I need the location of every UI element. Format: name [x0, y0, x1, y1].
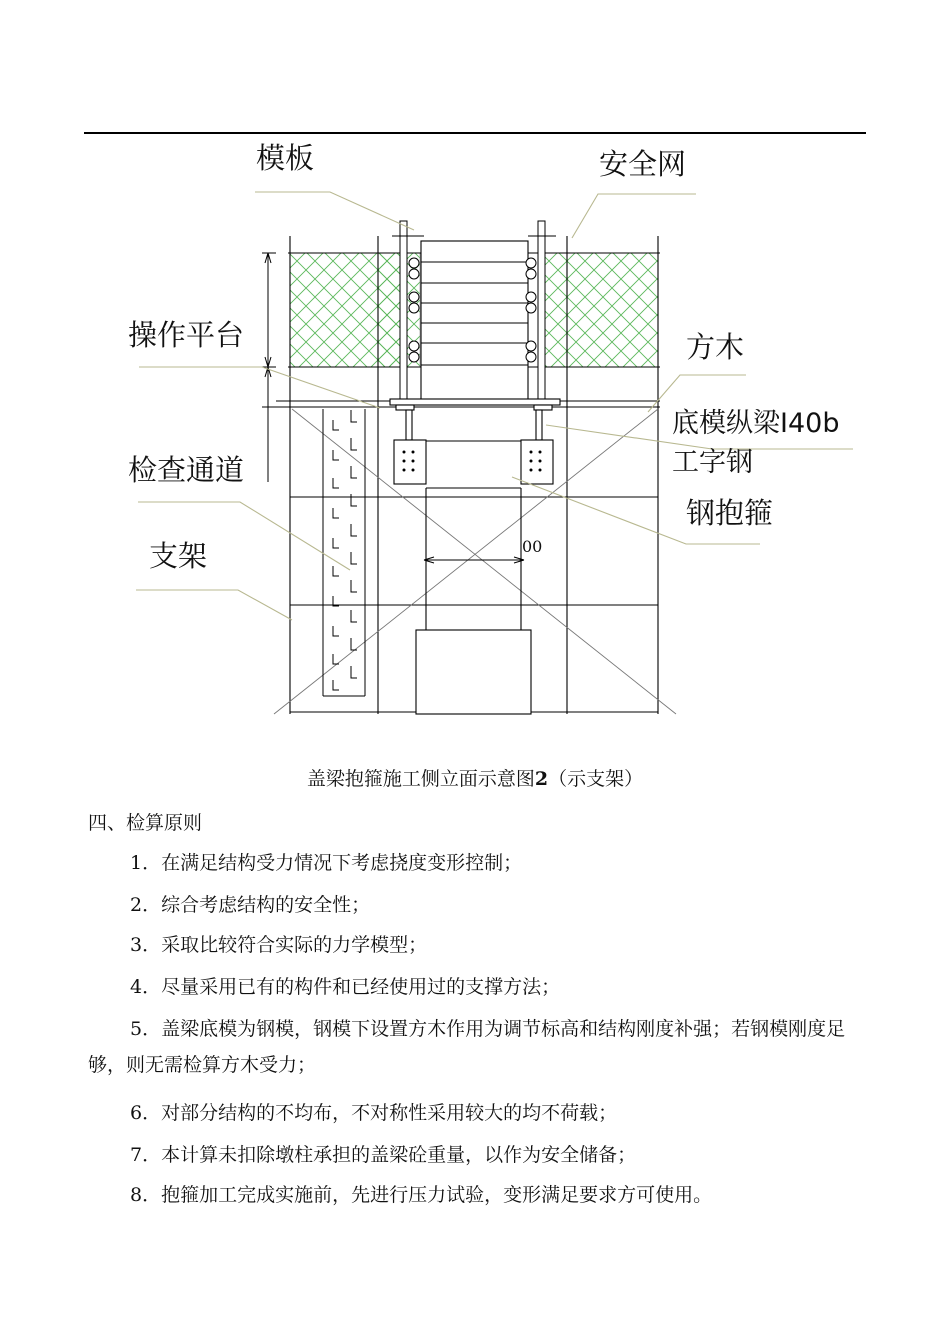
label-i-beam: 工字钢 [672, 447, 753, 478]
principle-item: 4．尽量采用已有的构件和已经使用过的支撑方法； [130, 976, 561, 998]
label-safety-net: 安全网 [599, 147, 687, 181]
inspection-passage [323, 409, 365, 696]
section-title: 四、检算原则 [88, 812, 203, 834]
label-support: 支架 [149, 539, 208, 573]
label-formwork: 模板 [256, 141, 315, 175]
principle-item: 2．综合考虑结构的安全性； [130, 894, 371, 916]
principle-item: 6．对部分结构的不均布，不对称性采用较大的均不荷载； [130, 1102, 618, 1124]
principle-item: 1．在满足结构受力情况下考虑挠度变形控制； [130, 852, 523, 874]
figure-caption: 盖梁抱箍施工侧立面示意图2（示支架） [306, 768, 644, 790]
bottom-beam [390, 399, 560, 410]
steel-hoop [394, 410, 553, 488]
label-steel-hoop: 钢抱箍 [686, 496, 774, 530]
pier-column [416, 488, 531, 714]
label-square-timber: 方木 [686, 330, 745, 364]
formwork [421, 241, 528, 401]
dimension-text: 00 [522, 537, 543, 556]
principle-item: 7．本计算未扣除墩柱承担的盖梁砼重量，以作为安全储备； [130, 1144, 637, 1166]
principle-item: 8．抱箍加工完成实施前，先进行压力试验，变形满足要求方可使用。 [130, 1184, 713, 1206]
label-inspection-path: 检查通道 [128, 453, 245, 487]
label-work-platform: 操作平台 [128, 318, 245, 352]
principle-item: 5．盖梁底模为钢模，钢模下设置方木作用为调节标高和结构刚度补强；若钢模刚度足够，则无需检算方木受力； [88, 1018, 846, 1076]
label-bottom-beam: 底模纵梁I40b [672, 408, 840, 439]
principle-item: 3．采取比较符合实际的力学模型； [130, 934, 428, 956]
